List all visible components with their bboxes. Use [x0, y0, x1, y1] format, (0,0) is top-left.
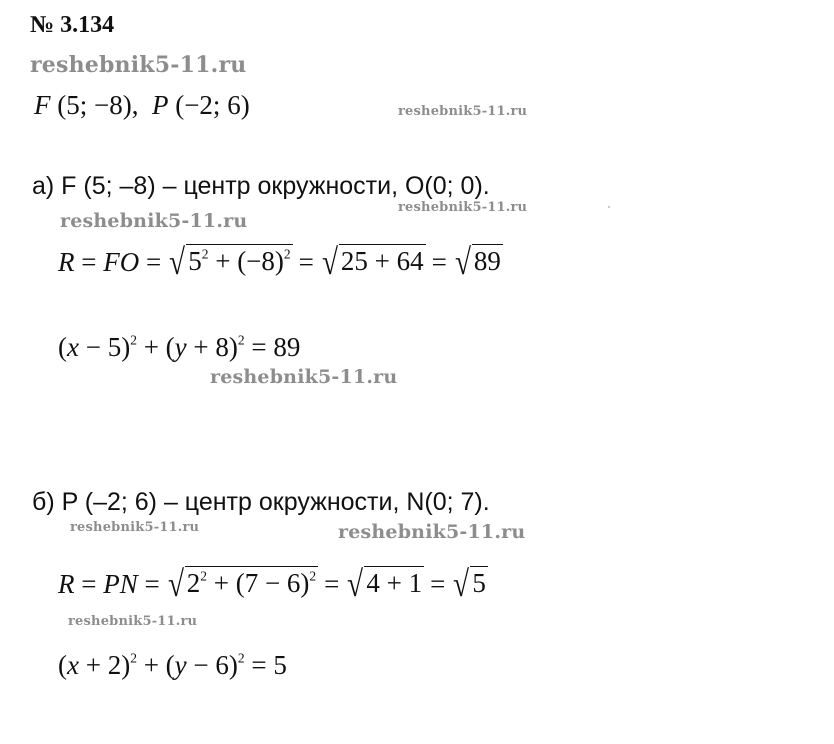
- part-a-circle-equation: $(x - 5)^2 + (y + 8)^2 = 89$: [58, 332, 301, 362]
- problem-number: № 3.134: [30, 12, 115, 38]
- equals: =: [324, 568, 340, 599]
- equals: =: [298, 246, 314, 277]
- watermark: reshebnik5-11.ru: [70, 520, 200, 535]
- watermark: reshebnik5-11.ru: [30, 52, 247, 78]
- sqrt-expression: √ $2^2 + (7 - 6)^2$: [167, 564, 317, 604]
- part-a-statement: а) F (5; –8) – центр окружности, O(0; 0).: [32, 172, 490, 200]
- watermark: reshebnik5-11.ru: [398, 200, 528, 215]
- part-b-circle-equation: $(x + 2)^2 + (y - 6)^2 = 5$: [58, 650, 287, 680]
- sqrt-result: √ 89: [454, 242, 501, 282]
- sqrt-sum: √ 4 + 1: [347, 564, 423, 604]
- given-points: [34, 90, 250, 121]
- radius-lhs: R = FO =: [58, 246, 162, 277]
- watermark: reshebnik5-11.ru: [210, 366, 398, 388]
- sqrt-result: √ 5: [453, 564, 486, 604]
- point-f-coords: (5; −8),: [57, 90, 139, 120]
- sqrt-sum: √ 25 + 64: [321, 242, 424, 282]
- point-f-label: F: [34, 90, 51, 120]
- point-p-label: P: [151, 90, 169, 120]
- equals: =: [430, 568, 446, 599]
- watermark: reshebnik5-11.ru: [60, 210, 248, 232]
- radius-lhs: R = PN =: [58, 568, 160, 599]
- watermark: reshebnik5-11.ru: [68, 614, 198, 629]
- part-a-radius: [58, 244, 503, 280]
- point-p-coords: (−2; 6): [175, 90, 250, 120]
- equals: =: [431, 246, 447, 277]
- part-b-radius: [58, 566, 488, 602]
- watermark: reshebnik5-11.ru: [338, 521, 526, 543]
- watermark: reshebnik5-11.ru: [398, 104, 528, 119]
- speck: [608, 206, 610, 208]
- sqrt-expression: √ $5^2 + (-8)^2$: [169, 242, 291, 282]
- part-b-statement: б) P (–2; 6) – центр окружности, N(0; 7).: [32, 488, 490, 516]
